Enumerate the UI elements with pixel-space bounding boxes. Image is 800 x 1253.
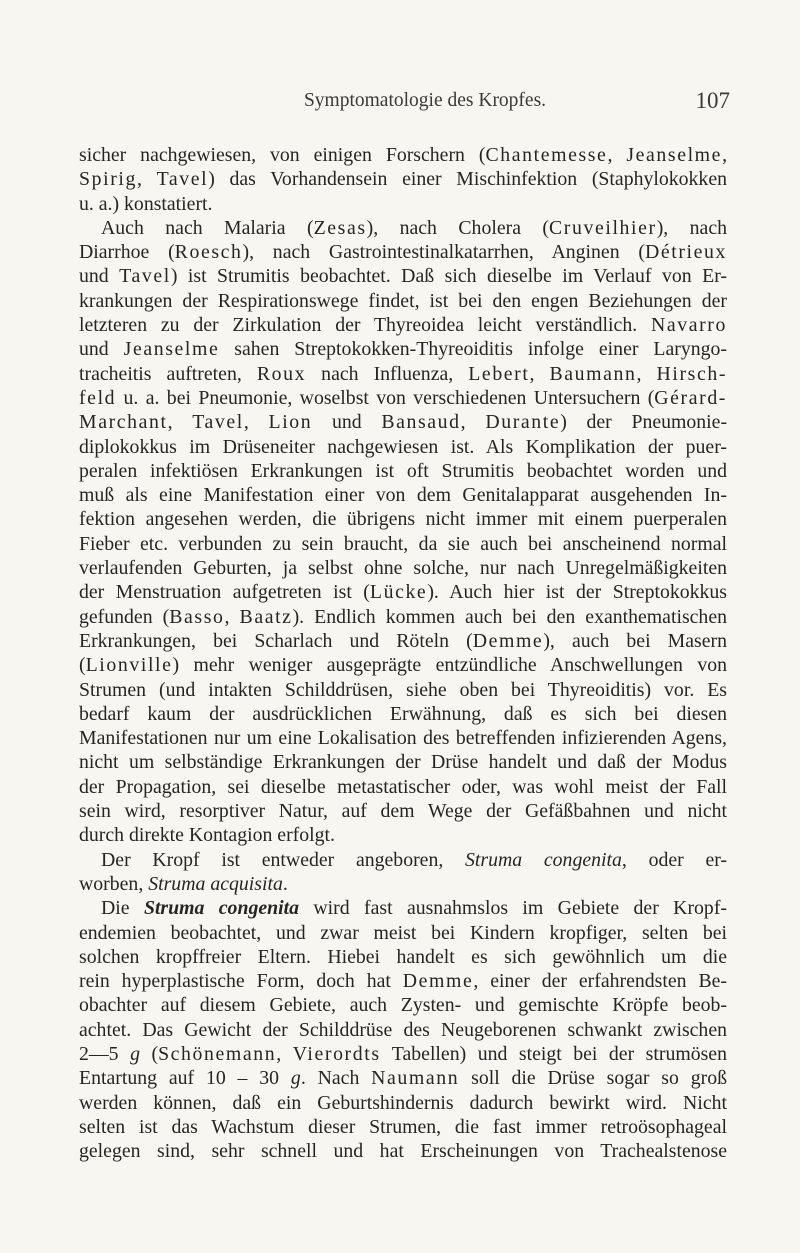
running-head <box>120 88 730 118</box>
text-run: ) mehr weniger ausgeprägte entzündliche Anschwellungen von <box>172 654 727 677</box>
text-run: werden können, daß ein Geburtshindernis dadurch bewirkt wird. Nicht <box>79 1091 727 1114</box>
text-run: worben, <box>79 872 149 895</box>
text-line <box>79 1139 727 1163</box>
text-run: 2—5 <box>79 1042 131 1065</box>
emphasized-text: Zesas <box>313 216 367 239</box>
text-line <box>79 483 727 507</box>
emphasized-text: Schönemann <box>158 1042 277 1065</box>
emphasized-text: Naumann <box>371 1067 460 1090</box>
emphasized-text: Vierordts <box>292 1042 381 1065</box>
text-run: Entartung auf 10 – 30 <box>79 1067 291 1090</box>
text-line <box>79 678 727 702</box>
text-line <box>79 167 727 191</box>
text-line <box>79 848 727 872</box>
text-run: nicht um selbständige Erkrankungen der Drüse handelt und daß der Modus <box>79 751 727 774</box>
text-run: ) ist Strumitis beobachtet. Daß sich dieselbe im Verlauf von Er- <box>170 265 727 288</box>
text-run: , <box>224 605 240 628</box>
text-run: ). Auch hier ist der Streptokokkus <box>427 581 727 604</box>
text-run: Diarrhoe ( <box>79 241 175 264</box>
text-line <box>79 216 727 240</box>
text-run: selten ist das Wachstum dieser Strumen, die fast immer retroösophageal <box>79 1115 727 1138</box>
emphasized-text: Gérard- <box>654 386 727 409</box>
text-line <box>79 1115 727 1139</box>
emphasized-text: Durante <box>485 411 561 434</box>
emphasized-text: Tavel <box>156 168 209 191</box>
emphasized-text: feld <box>79 386 117 409</box>
text-run: und <box>312 411 382 434</box>
text-line <box>79 799 727 823</box>
text-run: ) der Pneumonie- <box>560 411 728 434</box>
text-run: und <box>79 265 120 288</box>
text-run: Der Kropf ist entweder angeboren, <box>101 848 466 871</box>
text-run: ), nach Cholera ( <box>366 216 549 239</box>
text-run: , <box>276 1042 293 1065</box>
text-line <box>79 362 727 386</box>
text-run: gefunden ( <box>79 605 170 628</box>
text-line <box>79 289 727 313</box>
emphasized-text: Demme <box>402 970 474 993</box>
emphasized-text: Spirig <box>79 168 137 191</box>
text-run: Strumen (und intakten Schilddrüsen, siehe oben bei Thyreoiditis) vor. Es <box>79 678 727 701</box>
text-run: ), nach <box>656 216 728 239</box>
text-run: bedarf kaum der ausdrücklichen Erwähnung, daß es sich bei diesen <box>79 702 727 725</box>
text-run: sicher nachgewiesen, von einigen Forschern ( <box>79 144 486 166</box>
emphasized-text: Navarro <box>650 314 727 337</box>
running-title: Symptomatologie des Kropfes. <box>303 90 547 111</box>
text-line <box>79 921 727 945</box>
text-run: Fieber etc. verbunden zu sein braucht, da sie auch bei anscheinend normal <box>79 532 727 555</box>
text-run: Erkrankungen, bei Scharlach und Röteln ( <box>79 629 473 652</box>
text-line <box>79 1066 727 1090</box>
emphasized-text: Lücke <box>369 581 428 604</box>
text-run: ). Endlich kommen auch bei den exanthematischen <box>292 605 727 628</box>
text-line <box>79 653 727 677</box>
text-run: ( <box>139 1042 159 1065</box>
text-run: , <box>607 144 627 166</box>
emphasized-text: Roux <box>256 362 307 385</box>
text-line <box>79 337 727 361</box>
text-run: , <box>529 362 550 385</box>
text-run: endemien beobachtet, und zwar meist bei Kindern kropfiger, selten bei <box>79 921 727 944</box>
emphasized-text: g <box>290 1067 301 1090</box>
text-line <box>79 532 727 556</box>
text-run: fektion angesehen werden, die übrigens nicht immer mit einem puerperalen <box>79 508 727 531</box>
text-line <box>79 702 727 726</box>
text-run: sahen Streptokokken-Thyreoiditis infolge einer Laryngo- <box>219 338 727 361</box>
text-line <box>79 1091 727 1115</box>
emphasized-text: Baatz <box>239 605 293 628</box>
text-run: , <box>722 144 728 166</box>
emphasized-text: Hirsch- <box>656 362 728 385</box>
text-run: rein hyperplastische Form, doch hat <box>79 970 403 993</box>
emphasized-text: g <box>130 1042 140 1065</box>
emphasized-text: Jeanselme <box>123 338 220 361</box>
text-run: muß als eine Manifestation einer von dem Genitalapparat ausgehenden In- <box>79 484 727 507</box>
text-run: krankungen der Respirationswege findet, ist bei den engen Beziehungen der <box>79 289 727 312</box>
emphasized-text: Marchant <box>79 411 168 434</box>
text-line <box>79 192 727 216</box>
text-run: , <box>636 362 657 385</box>
text-run: Manifestationen nur um eine Lokalisation des betreffenden infizierenden Agens, <box>79 727 727 750</box>
text-line <box>79 556 727 580</box>
text-run: ) das Vorhandensein einer Mischinfektion (Staphylokokken <box>208 168 727 191</box>
emphasized-text: Détrieux <box>644 241 727 264</box>
text-run: ), auch bei Masern <box>543 629 727 652</box>
text-run: ), nach Gastrointestinalkatarrhen, Anginen ( <box>242 241 645 264</box>
emphasized-text: Cruveilhier <box>549 216 657 239</box>
text-run: letzteren zu der Zirkulation der Thyreoidea leicht verständlich. <box>79 314 651 337</box>
text-line <box>79 507 727 531</box>
body-text <box>79 143 727 1163</box>
emphasized-text: Chantemesse <box>485 144 608 166</box>
emphasized-text: Struma congenita <box>465 848 622 871</box>
text-run: , <box>243 411 269 434</box>
emphasized-text: Tavel <box>192 411 244 434</box>
text-run: nach Influenza, <box>306 362 469 385</box>
text-line <box>79 435 727 459</box>
text-line <box>79 386 727 410</box>
emphasized-text: Lion <box>268 411 313 434</box>
text-line <box>79 1042 727 1066</box>
text-line <box>79 629 727 653</box>
text-run: der Propagation, sei dieselbe metastatischer oder, was wohl meist der Fall <box>79 775 727 798</box>
text-run: ( <box>79 654 86 677</box>
text-run: . <box>282 872 288 895</box>
text-run: . Nach <box>300 1067 372 1090</box>
emphasized-text: Baumann <box>549 362 637 385</box>
text-run: Die <box>101 897 144 920</box>
text-run: Tabellen) und steigt bei der strumösen <box>380 1042 727 1065</box>
emphasized-text: Struma acquisita <box>148 872 283 895</box>
text-line <box>79 896 727 920</box>
text-line <box>79 945 727 969</box>
page-number: 107 <box>695 88 730 113</box>
text-run: sein wird, resorptiver Natur, auf dem Wege der Gefäßbahnen und nicht <box>79 800 727 823</box>
text-line <box>79 872 727 896</box>
text-line <box>79 823 727 847</box>
text-run: peralen infektiösen Erkrankungen ist oft Strumitis beobachtet worden und <box>79 459 727 482</box>
emphasized-text: Lebert <box>468 362 530 385</box>
text-run: und <box>79 338 124 361</box>
emphasized-text: Bansaud <box>381 411 461 434</box>
text-line <box>79 143 727 167</box>
text-line <box>79 264 727 288</box>
text-run: , <box>460 411 486 434</box>
text-run: durch direkte Kontagion erfolgt. <box>79 824 335 847</box>
text-line <box>79 605 727 629</box>
text-line <box>79 240 727 264</box>
text-run: Auch nach Malaria ( <box>101 216 314 239</box>
text-line <box>79 459 727 483</box>
emphasized-text: Jeanselme <box>626 144 723 166</box>
emphasized-text: Roesch <box>174 241 243 264</box>
text-line <box>79 410 727 434</box>
text-run: , einer der erfahrendsten Be- <box>473 970 728 993</box>
text-run: achtet. Das Gewicht der Schilddrüse des Neugeborenen schwankt zwischen <box>79 1018 727 1041</box>
emphasized-text: Lionville <box>85 654 173 677</box>
text-line <box>79 313 727 337</box>
text-run: tracheitis auftreten, <box>79 362 257 385</box>
text-run: obachter auf diesem Gebiete, auch Zysten- und gemischte Kröpfe beob- <box>79 994 727 1017</box>
text-line <box>79 726 727 750</box>
text-run: gelegen sind, sehr schnell und hat Erscheinungen von Trachealstenose <box>79 1140 727 1163</box>
text-run: der Menstruation aufgetreten ist ( <box>79 581 370 604</box>
text-line <box>79 775 727 799</box>
text-line <box>79 1018 727 1042</box>
text-line <box>79 993 727 1017</box>
emphasized-text: Demme <box>472 629 544 652</box>
emphasized-text: Struma congenita <box>143 897 300 920</box>
text-run: wird fast ausnahmslos im Gebiete der Kropf- <box>299 897 727 920</box>
text-line <box>79 580 727 604</box>
text-line <box>79 750 727 774</box>
text-run: u. a.) konstatiert. <box>79 192 213 215</box>
emphasized-text: Tavel <box>119 265 171 288</box>
text-run: soll die Drüse sogar so groß <box>459 1067 727 1090</box>
text-run: verlaufenden Geburten, ja selbst ohne solche, nur nach Unregelmäßigkeiten <box>79 557 727 580</box>
text-run: , <box>136 168 157 191</box>
text-run: diplokokkus im Drüseneiter nachgewiesen ist. Als Komplikation der puer- <box>79 435 727 458</box>
text-run: , <box>167 411 193 434</box>
text-run: u. a. bei Pneumonie, woselbst von verschiedenen Untersuchern ( <box>116 386 655 409</box>
text-line <box>79 969 727 993</box>
text-run: solchen kropffreier Eltern. Hiebei handelt es sich gewöhnlich um die <box>79 945 727 968</box>
emphasized-text: Basso <box>169 605 225 628</box>
text-run: , oder er- <box>621 848 728 871</box>
